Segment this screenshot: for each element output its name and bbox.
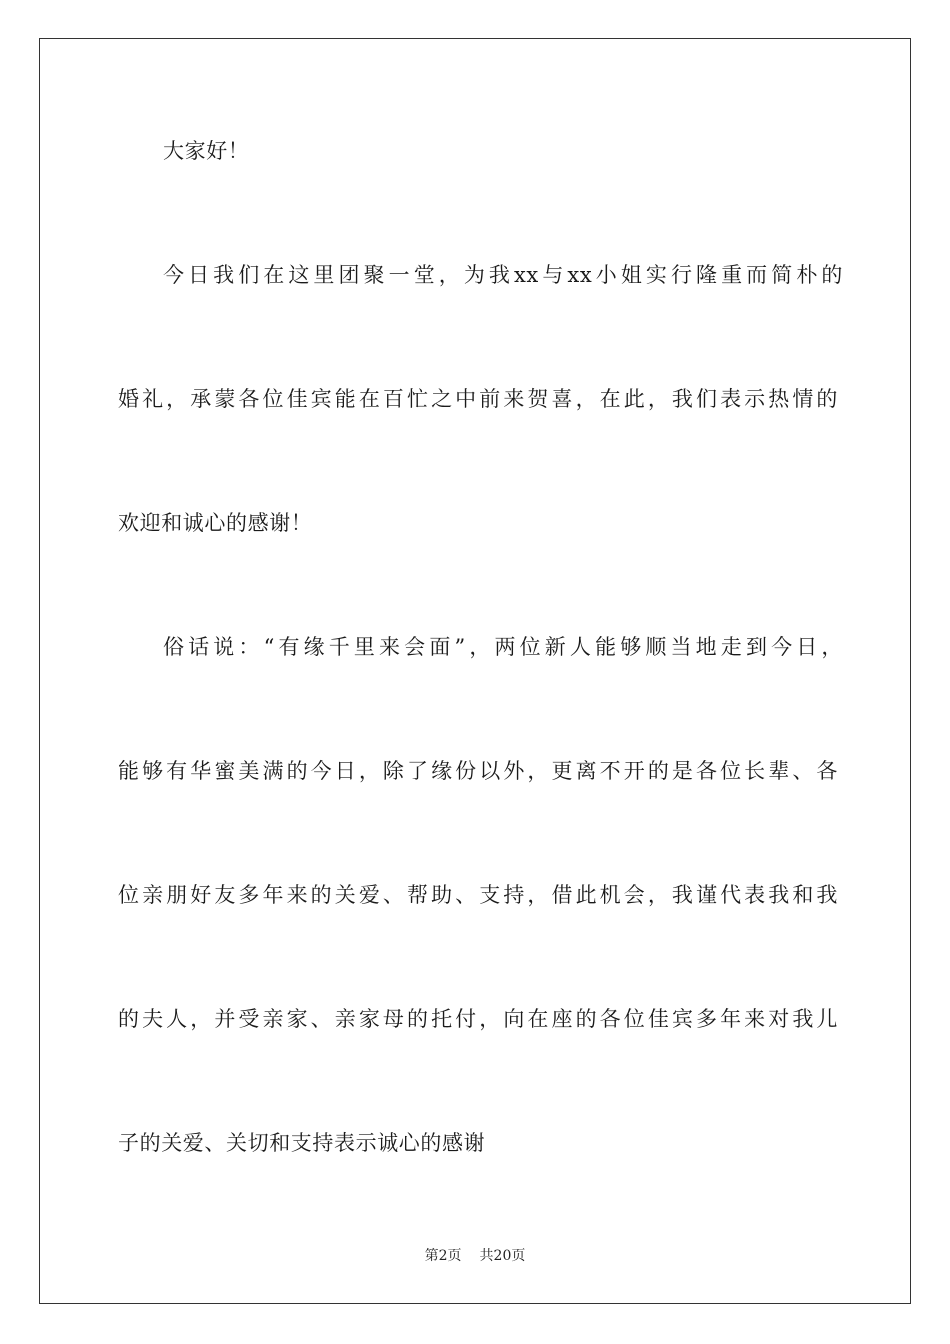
paragraph-1-line-1: 今日我们在这里团聚一堂，为我xx与xx小姐实行隆重而简朴的 [163,263,843,287]
page-total: 共20页 [479,1248,526,1264]
paragraph-2-line-2: 能够有华蜜美满的今日，除了缘份以外，更离不开的是各位长辈、各 [118,759,838,783]
paragraph-2-line-4: 的夫人，并受亲家、亲家母的托付，向在座的各位佳宾多年来对我儿 [118,1007,838,1031]
page-number: 第2页 [424,1248,462,1264]
paragraph-1-line-3: 欢迎和诚心的感谢！ [118,511,313,535]
paragraph-2-line-3: 位亲朋好友多年来的关爱、帮助、支持，借此机会，我谨代表我和我 [118,883,838,907]
paragraph-1-line-2: 婚礼，承蒙各位佳宾能在百忙之中前来贺喜，在此，我们表示热情的 [118,387,838,411]
page-frame [39,38,911,1304]
page-footer [0,1247,950,1265]
paragraph-2-line-5: 子的关爱、关切和支持表示诚心的感谢 [118,1131,486,1155]
greeting-line: 大家好！ [163,139,250,163]
paragraph-2-line-1: 俗话说：“有缘千里来会面”，两位新人能够顺当地走到今日， [163,635,843,659]
